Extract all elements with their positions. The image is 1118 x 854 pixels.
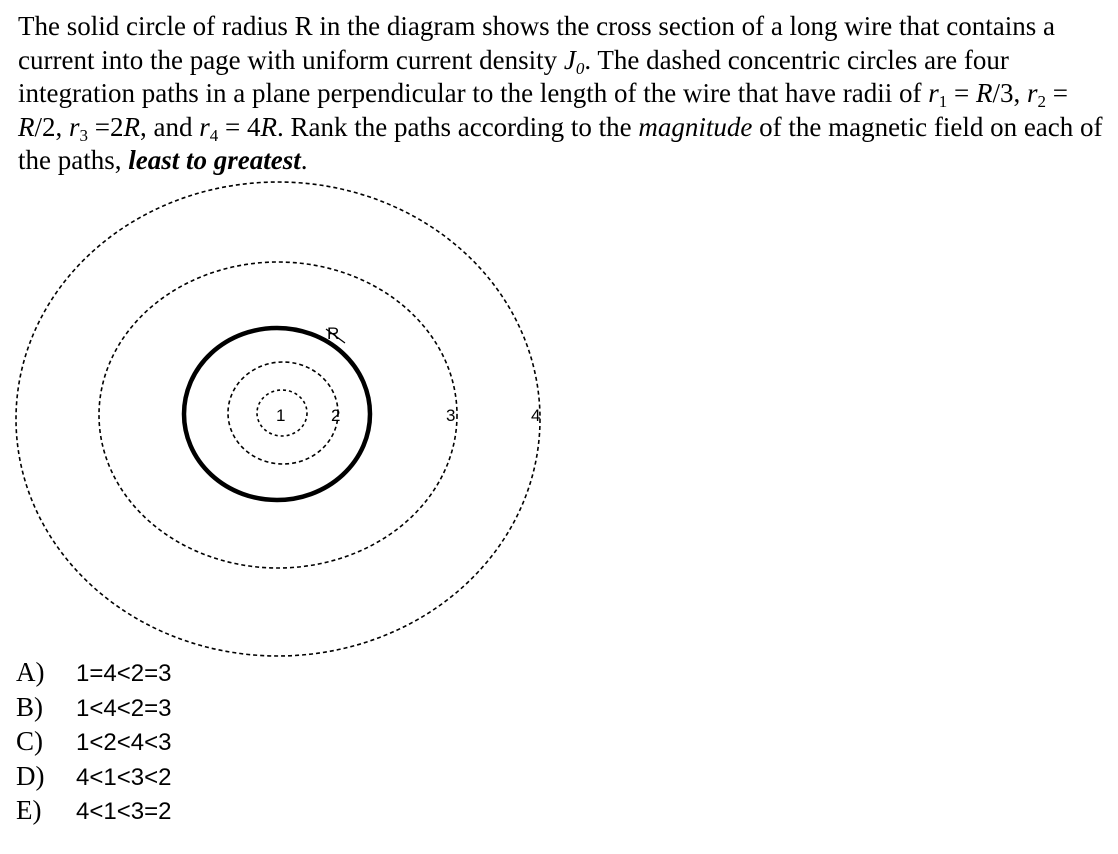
path-3-label: 3 [446, 406, 456, 425]
choice-c[interactable]: C) 1<2<4<3 [16, 726, 172, 756]
choice-d[interactable]: D) 4<1<3<2 [16, 760, 172, 791]
answer-choices [16, 656, 171, 829]
path-1-label: 1 [276, 406, 286, 425]
choice-a[interactable]: A) 1=4<2=3 [16, 657, 172, 687]
path-4-label: 4 [531, 406, 541, 425]
question-text: The solid circle of radius R in the diagram shows the cross section of a long wire that contains a current into the page with uniform current density $J_0$. The dashed concentric circles are four integration paths in a plane perpendicular to the length of the wire that have radii of $r_1 = R/3$, $r_2 = R/2$, $r_3 =2R$, and $r_4 = 4R$. Rank the paths according to the magnitude of the magnetic field on each of the paths, least to greatest. [18, 11, 1103, 175]
choice-b[interactable]: B) 1<4<2=3 [16, 691, 172, 722]
wire-radius-label: R [327, 324, 340, 343]
choice-e[interactable]: E) 4<1<3=2 [16, 795, 172, 825]
path-2-label: 2 [331, 406, 341, 425]
